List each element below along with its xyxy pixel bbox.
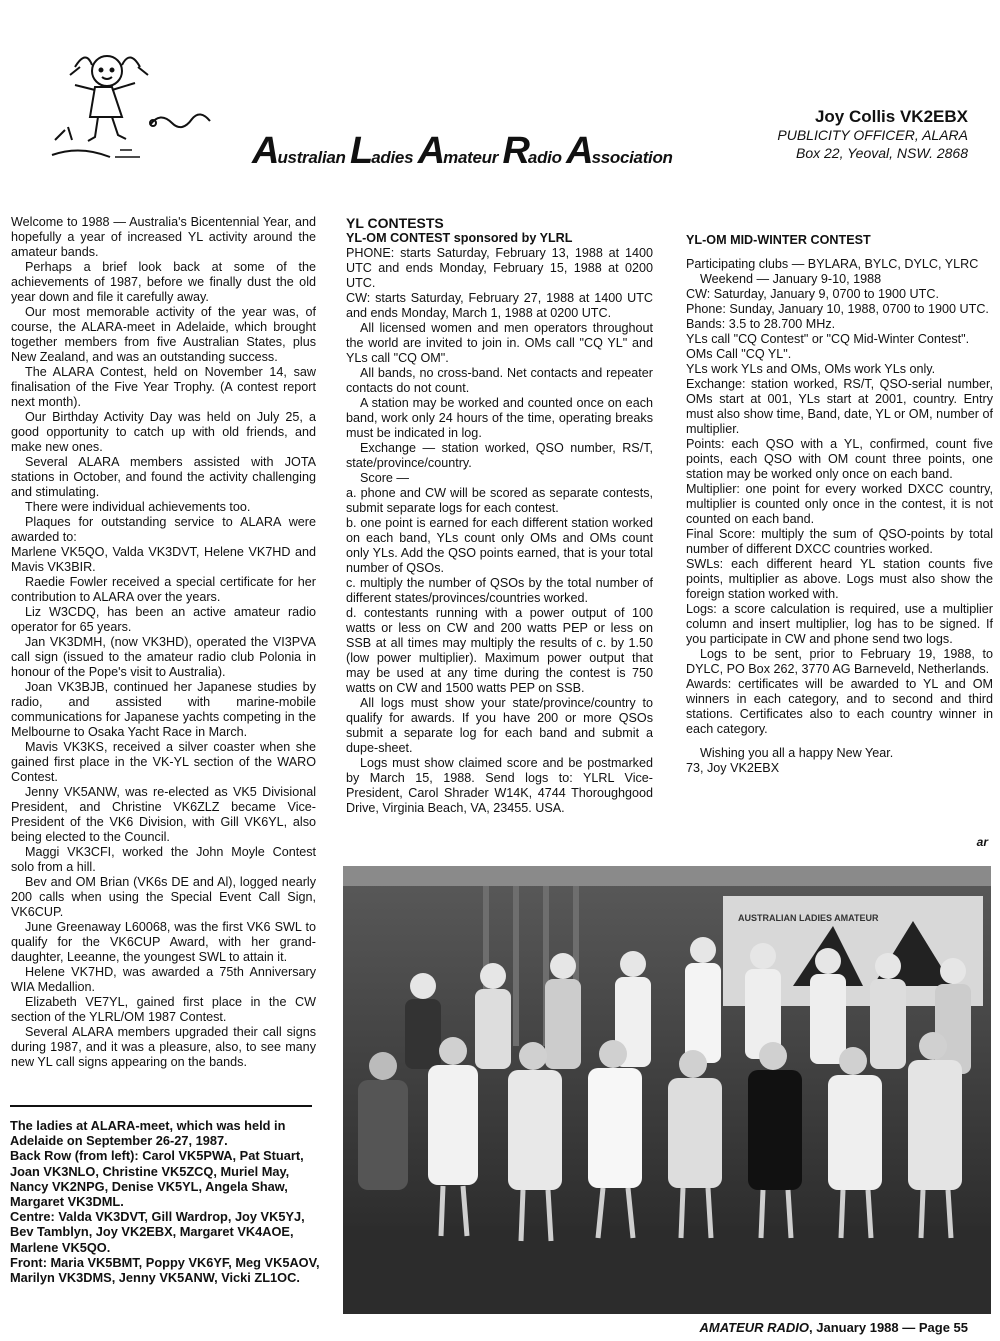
paragraph: YLs work YLs and OMs, OMs work YLs only. (686, 362, 936, 376)
paragraph: All logs must show your state/province/country to qualify for awards. If you have 200 or more QSOs submit a separate log for each band and submit a dupe-sheet. (346, 696, 653, 755)
paragraph: Plaques for outstanding service to ALARA were awarded to: (11, 515, 316, 544)
paragraph: Our most memorable activity of the year was, of course, the ALARA-meet in Adelaide, which brought together members from five Australian States, plus New Zealand, and was an outstanding success. (11, 305, 316, 364)
paragraph: Welcome to 1988 — Australia's Bicentennial Year, and hopefully a year of increased YL activity around the amateur bands. (11, 215, 316, 259)
paragraph: Elizabeth VE7YL, gained first place in the CW section of the YLRL/OM 1987 Contest. (11, 995, 316, 1024)
paragraph: Several ALARA members assisted with JOTA stations in October, and found the activity challenging and stimulating. (11, 455, 316, 499)
issue-and-page: , January 1988 — Page 55 (809, 1320, 968, 1335)
paragraph: d. contestants running with a power output of 100 watts or less on CW and 200 watts PEP or less on SSB at all times may multiply the results of c. by 1.50 (low power multiplier). Maximum power output that may be used at any time during the contest is 750 watts on CW and 1500 watts PEP on SSB. (346, 606, 653, 695)
contest-title: YL-OM MID-WINTER CONTEST (686, 233, 871, 247)
paragraph: Joan VK3BJB, continued her Japanese studies by radio, and assisted with marine-mobile communications for Japanese yachts competing in the Melbourne to Osaka Yacht Race in March. (11, 680, 316, 739)
paragraph: Several ALARA members upgraded their call signs during 1987, and it was a pleasure, also, to see many new YL call signs appearing on the bands. (11, 1025, 316, 1069)
paragraph: June Greenaway L60068, was the first VK6 SWL to qualify for the VK6CUP Award, with her grand-daughter, Leeanne, the youngest SWL to attain it. (11, 920, 316, 964)
caption-divider (10, 1105, 312, 1107)
column-ylrl-contest (346, 215, 653, 816)
paragraph: Exchange — station worked, QSO number, RS/T, state/province/country. (346, 441, 653, 470)
masthead-title: Australian Ladies Amateur Radio Association (252, 130, 673, 172)
author-role: PUBLICITY OFFICER, ALARA (777, 127, 968, 143)
paragraph: CW: starts Saturday, February 27, 1988 at 1400 UTC and ends Monday, March 1, 1988 at 0200 UTC. (346, 291, 653, 320)
paragraph: Our Birthday Activity Day was held on July 25, a good opportunity to catch up with old friends, and make new ones. (11, 410, 316, 454)
end-mark: ar (976, 835, 988, 849)
paragraph: c. multiply the number of QSOs by the total number of different states/provinces/countries worked. (346, 576, 653, 605)
paragraph: Maggi VK3CFI, worked the John Moyle Contest solo from a hill. (11, 845, 316, 874)
paragraph: b. one point is earned for each different station worked on each band, YLs count only OMs and OMs count only YLs. Add the QSO points earned, that is your total number of QSOs. (346, 516, 653, 575)
paragraph: Jan VK3DMH, (now VK3HD), operated the VI3PVA call sign (issued to the amateur radio club Polonia in honour of the Pope's visit to Australia). (11, 635, 316, 679)
paragraph: SWLs: each different heard YL station counts five points, multiplier as above. Logs must also show the foreign station worked with. (686, 557, 993, 601)
paragraph: Marlene VK5QO, Valda VK3DVT, Helene VK7HD and Mavis VK3BIR. (11, 545, 316, 574)
paragraph: Logs to be sent, prior to February 19, 1988, to DYLC, PO Box 262, 3770 AG Barneveld, Netherlands. (686, 647, 993, 676)
paragraph: Participating clubs — BYLARA, BYLC, DYLC, YLRC (686, 257, 979, 271)
paragraph: Logs: a score calculation is required, use a multiplier column and insert multiplier, log has to be signed. If you participate in CW and phone send two logs. (686, 602, 993, 646)
paragraph: Final Score: multiply the sum of QSO-points by total number of different DXCC countries worked. (686, 527, 993, 556)
caption-line: The ladies at ALARA-meet, which was held in Adelaide on September 26-27, 1987. (10, 1118, 286, 1149)
paragraph: Exchange: station worked, RS/T, QSO-serial number, OMs start at 001, YLs start at 2001, country. Entry must also show time, Band, date, YL or OM, number of multiplier. (686, 377, 993, 436)
paragraph: PHONE: starts Saturday, February 13, 1988 at 1400 UTC and ends Monday, February 15, 1988 at 0200 UTC. (346, 246, 653, 290)
paragraph: All bands, no cross-band. Net contacts and repeater contacts do not count. (346, 366, 653, 395)
column-midwinter-contest (686, 233, 993, 776)
paragraph: The ALARA Contest, held on November 14, saw finalisation of the Five Year Trophy. (A contest report next month). (11, 365, 316, 409)
paragraph: Jenny VK5ANW, was re-elected as VK5 Divisional President, and Christine VK6ZLZ became Vice-President of the VK6 Division, with Gill VK6YL, also being elected to the Council. (11, 785, 316, 844)
paragraph: All licensed women and men operators throughout the world are invited to join in. OMs call "CQ YL" and YLs call "CQ OM". (346, 321, 653, 365)
magazine-name: AMATEUR RADIO (699, 1320, 810, 1335)
caption-line: Front: Maria VK5BMT, Poppy VK6YF, Meg VK5AOV, Marilyn VK3DMS, Jenny VK5ANW, Vicki ZL1OC. (10, 1254, 320, 1286)
paragraph: Bev and OM Brian (VK6s DE and Al), logged nearly 200 calls when using the Special Event Call Sign, VK6CUP. (11, 875, 316, 919)
paragraph: a. phone and CW will be scored as separate contests, submit separate logs for each contest. (346, 486, 653, 515)
paragraph: Raedie Fowler received a special certificate for her contribution to ALARA over the years. (11, 575, 316, 604)
paragraph: OMs Call "CQ YL". (686, 347, 792, 361)
author-name: Joy Collis VK2EBX (814, 107, 968, 126)
paragraph: YLs call "CQ Contest" or "CQ Mid-Winter Contest". (686, 332, 970, 346)
caption-line: Back Row (from left): Carol VK5PWA, Pat Stuart, Joan VK3NLO, Christine VK5ZCQ, Muriel May, Nancy VK2NPG, Denise VK5YL, Angela Shaw, Margaret VK3DML. (10, 1148, 304, 1210)
author-block (777, 108, 968, 162)
page-footer (699, 1320, 968, 1335)
paragraph: Wishing you all a happy New Year. (700, 746, 894, 760)
paragraph: Weekend — January 9-10, 1988 (700, 272, 882, 286)
contest-subtitle: YL-OM CONTEST sponsored by YLRL (346, 231, 573, 245)
alara-logo-cartoon (50, 45, 250, 165)
paragraph: Bands: 3.5 to 28.700 MHz. (686, 317, 836, 331)
paragraph: Helene VK7HD, was awarded a 75th Anniversary WIA Medallion. (11, 965, 316, 994)
paragraph: Perhaps a brief look back at some of the achievements of 1987, before we finally dust the old year down and file it carefully away. (11, 260, 316, 304)
paragraph: Multiplier: one point for every worked DXCC country, multiplier is counted only once in the contest, it is not counted on each band. (686, 482, 993, 526)
paragraph: Phone: Sunday, January 10, 1988, 0700 to 1900 UTC. (686, 302, 989, 316)
caption-line: Centre: Valda VK3DVT, Gill Wardrop, Joy VK5YJ, Bev Tamblyn, Joy VK2EBX, Margaret VK4AOE, Marlene VK5QO. (10, 1209, 305, 1255)
paragraph: There were individual achievements too. (25, 500, 251, 514)
photo-caption (10, 1118, 322, 1285)
paragraph: A station may be worked and counted once on each band, work only 24 hours of the time, operating breaks must be indicated in log. (346, 396, 653, 440)
paragraph: Liz W3CDQ, has been an active amateur radio operator for 65 years. (11, 605, 316, 634)
paragraph: Awards: certificates will be awarded to YL and OM winners in each category, and to second and third stations. Certificates also to each country winner in each category. (686, 677, 993, 736)
paragraph: Mavis VK3KS, received a silver coaster when she gained first place in the VK-YL section of the WARO Contest. (11, 740, 316, 784)
paragraph: CW: Saturday, January 9, 0700 to 1900 UTC. (686, 287, 939, 301)
section-title: YL CONTESTS (346, 215, 444, 231)
author-address: Box 22, Yeoval, NSW. 2868 (796, 145, 968, 161)
paragraph: Logs must show claimed score and be postmarked by March 15, 1988. Send logs to: YLRL Vice-President, Carol Shrader W14K, 4744 Thoroughgood Drive, Virginia Beach, VA, 23455. USA. (346, 756, 653, 815)
column-alara-news (11, 215, 316, 1070)
banner-text: AUSTRALIAN LADIES AMATEUR (738, 913, 879, 923)
group-photo (343, 866, 991, 1314)
signoff: 73, Joy VK2EBX (686, 761, 780, 775)
paragraph: Points: each QSO with a YL, confirmed, count five points, each QSO with OM count three points, one station may be worked only once on each band. (686, 437, 993, 481)
paragraph: Score — (360, 471, 409, 485)
